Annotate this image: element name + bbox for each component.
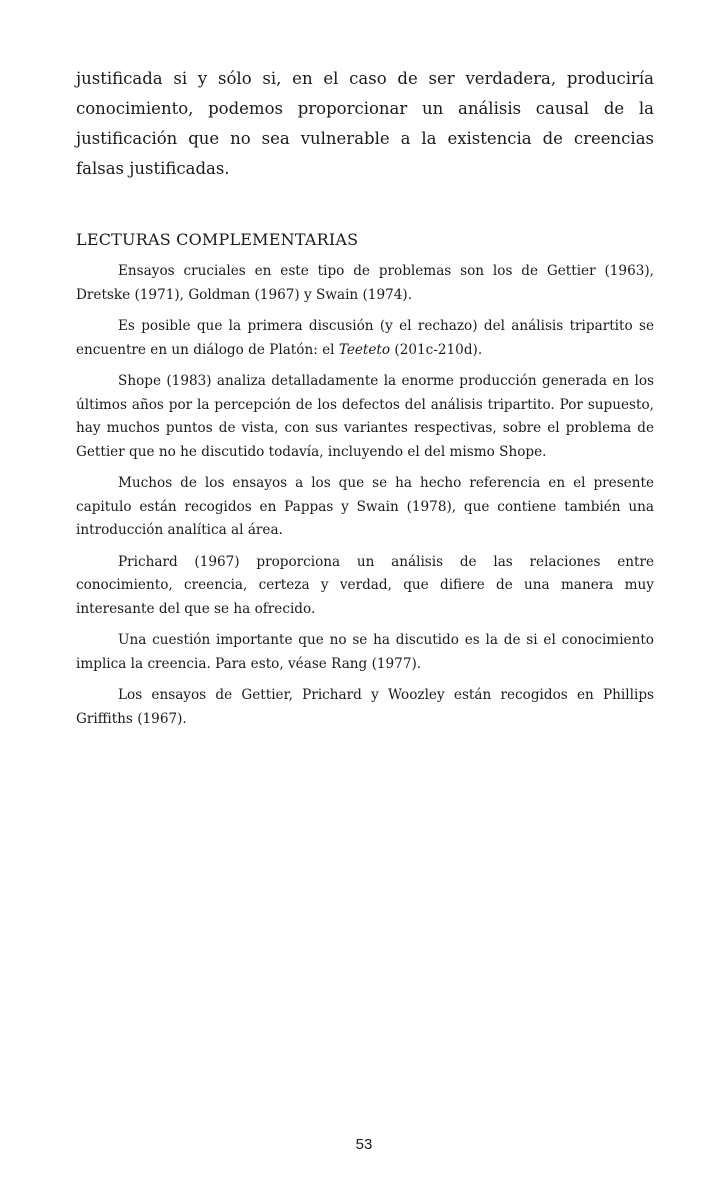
page-number: 53: [355, 1136, 373, 1153]
reading-paragraph: [76, 315, 654, 362]
reading-paragraph: Prichard (1967) proporciona un análisis de las relaciones entre conocimiento, creencia, certeza y verdad, que difiere de una manera muy interesante del que se ha ofrecido.: [76, 553, 654, 617]
reading-paragraph: Ensayos cruciales en este tipo de problemas son los de Gettier (1963), Dretske (1971), Goldman (1967) y Swain (1974).: [76, 263, 654, 303]
paragraph-text: Es posible que la primera discusión (y el rechazo) del análisis tripartito se encuentre en un diálogo de Platón: el: [76, 318, 654, 358]
page-body: [76, 64, 654, 739]
section-heading: LECTURAS COMPLEMENTARIAS: [76, 230, 359, 249]
reading-paragraph: Los ensayos de Gettier, Prichard y Woozley están recogidos en Phillips Griffiths (1967).: [76, 687, 654, 727]
intro-paragraph: justificada si y sólo si, en el caso de ser verdadera, produciría conocimiento, podemos proporcionar un análisis causal de la justificación que no sea vulnerable a la existencia de creencias falsas justificadas.: [76, 69, 654, 178]
book-title: Teeteto: [338, 341, 391, 358]
reading-paragraph: Una cuestión importante que no se ha discutido es la de si el conocimiento implica la creencia. Para esto, véase Rang (1977).: [76, 632, 654, 672]
reading-paragraph: Muchos de los ensayos a los que se ha hecho referencia en el presente capitulo están recogidos en Pappas y Swain (1978), que contiene también una introducción analítica al área.: [76, 475, 654, 538]
reading-paragraph: Shope (1983) analiza detalladamente la enorme producción generada en los últimos años por la percepción de los defectos del análisis tripartito. Por supuesto, hay muchos puntos de vista, con sus variantes respectivas, sobre el problema de Gettier que no he discutido todavía, incluyendo el del mismo Shope.: [76, 373, 654, 460]
paragraph-text: (201c-210d).: [390, 341, 483, 358]
